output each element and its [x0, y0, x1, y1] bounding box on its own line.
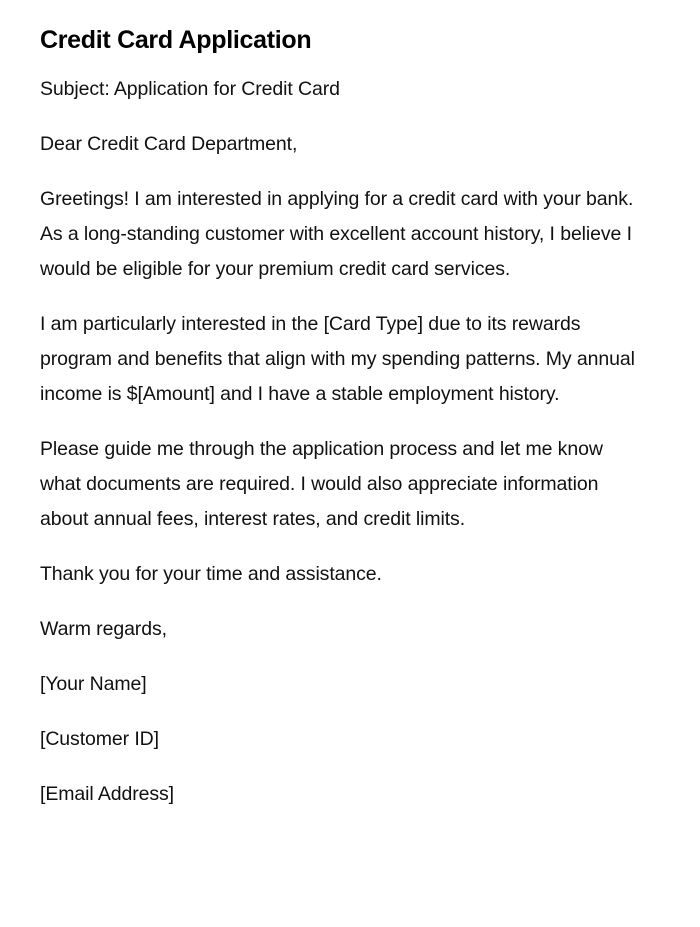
body-paragraph-intro: Greetings! I am interested in applying for a credit card with your bank. As a long-standing customer with excellent account history, I believe I would be eligible for your premium credit card services.: [40, 188, 634, 280]
salutation: Dear Credit Card Department,: [40, 133, 298, 155]
signature-email: [Email Address]: [40, 783, 174, 805]
subject-line: Subject: Application for Credit Card: [40, 78, 340, 100]
closing: Warm regards,: [40, 618, 167, 640]
signature-customer-id: [Customer ID]: [40, 728, 159, 750]
signature-name: [Your Name]: [40, 673, 147, 695]
document-title: Credit Card Application: [40, 26, 312, 54]
body-paragraph-request: Please guide me through the application process and let me know what documents are required. I would also appreciate information about annual fees, interest rates, and credit limits.: [40, 438, 603, 530]
body-paragraph-card-type: I am particularly interested in the [Card Type] due to its rewards program and benefits that align with my spending patterns. My annual income is $[Amount] and I have a stable employment history.: [40, 313, 635, 405]
body-paragraph-thanks: Thank you for your time and assistance.: [40, 563, 382, 585]
document-page: [40, 22, 640, 832]
